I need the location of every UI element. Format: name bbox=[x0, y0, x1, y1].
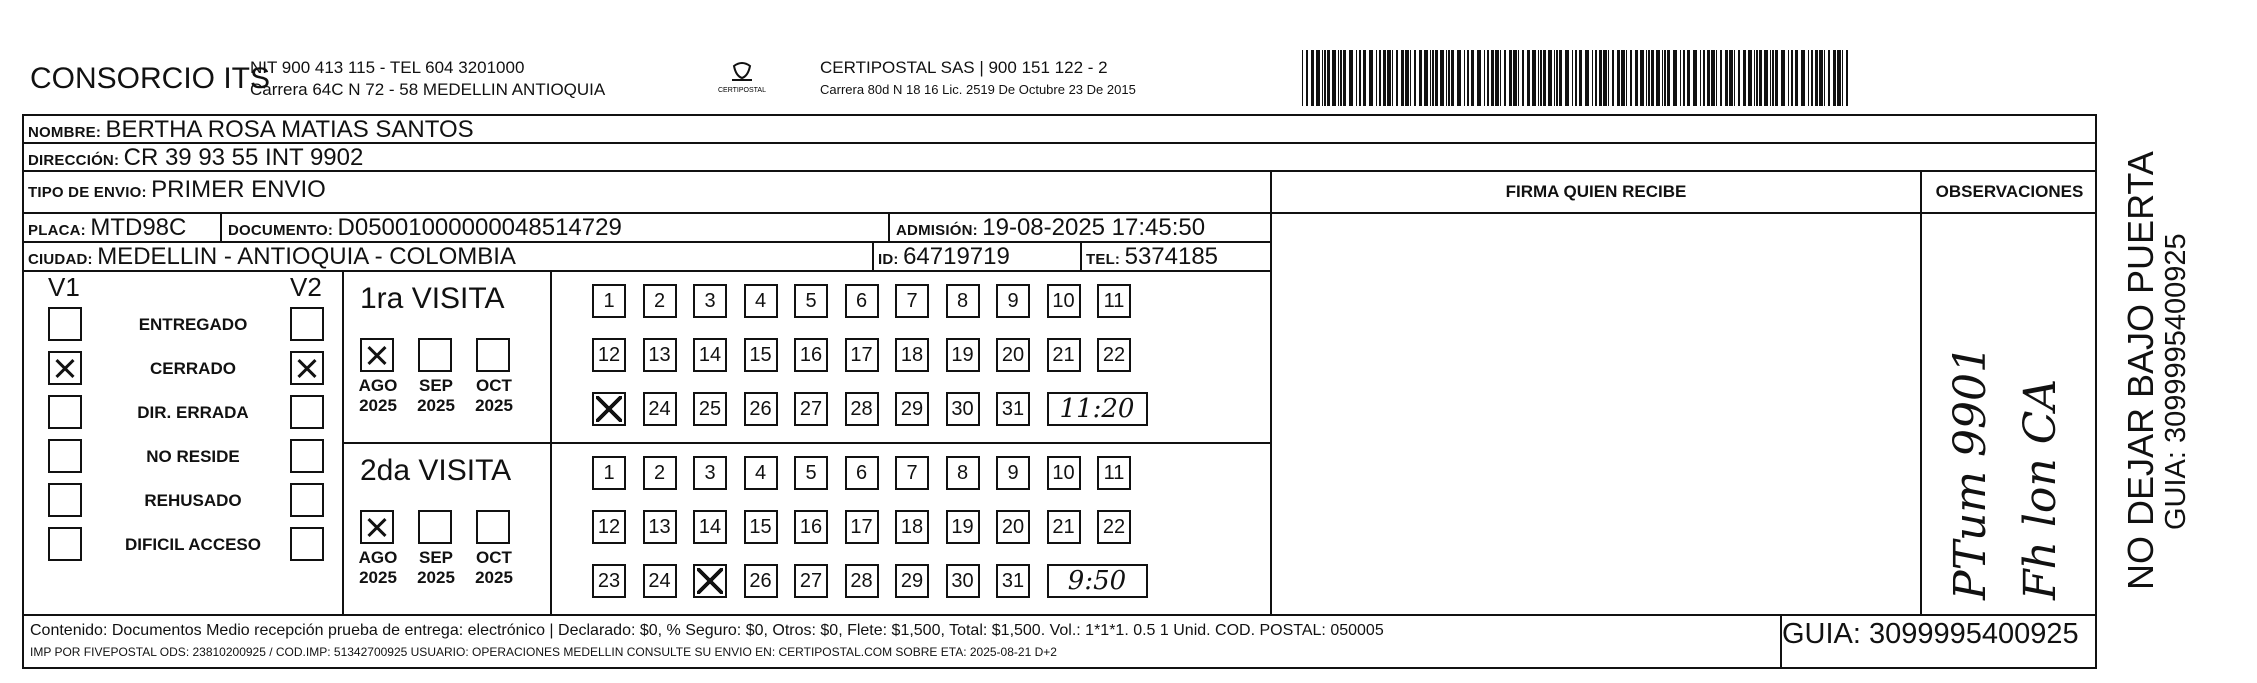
day-box[interactable]: 17 bbox=[845, 510, 879, 544]
day-box[interactable]: 27 bbox=[794, 392, 828, 426]
year-label: 2025 bbox=[417, 396, 455, 415]
day-box[interactable]: 26 bbox=[744, 564, 778, 598]
id-value: 64719719 bbox=[903, 243, 1010, 270]
day-box[interactable]: 24 bbox=[643, 564, 677, 598]
day-box[interactable]: 15 bbox=[744, 338, 778, 372]
day-box[interactable]: 6 bbox=[845, 284, 879, 318]
status-v2-checkbox[interactable] bbox=[290, 483, 324, 517]
tel-value: 5374185 bbox=[1124, 243, 1219, 270]
admision-cell bbox=[896, 214, 1205, 242]
status-v2-checkbox[interactable] bbox=[290, 307, 324, 341]
day-box[interactable]: 21 bbox=[1047, 338, 1081, 372]
day-box[interactable]: 20 bbox=[996, 338, 1030, 372]
day-box[interactable]: 10 bbox=[1047, 284, 1081, 318]
barcode bbox=[1302, 50, 1852, 106]
day-box[interactable]: 28 bbox=[845, 564, 879, 598]
tipo-row bbox=[28, 176, 326, 204]
admision-label: ADMISIÓN: bbox=[896, 222, 978, 239]
month-checkbox[interactable] bbox=[418, 338, 452, 372]
observaciones-header: OBSERVACIONES bbox=[1935, 182, 2084, 201]
day-box[interactable]: 20 bbox=[996, 510, 1030, 544]
tipo-label: TIPO DE ENVIO: bbox=[28, 184, 147, 201]
status-v1-checkbox[interactable] bbox=[48, 351, 82, 385]
status-v1-checkbox[interactable] bbox=[48, 439, 82, 473]
nombre-value: BERTHA ROSA MATIAS SANTOS bbox=[105, 116, 474, 143]
company-nit: NIT 900 413 115 - TEL 604 3201000 bbox=[250, 58, 525, 77]
day-box[interactable]: 8 bbox=[946, 456, 980, 490]
day-box[interactable]: 19 bbox=[946, 338, 980, 372]
day-box[interactable]: 4 bbox=[744, 284, 778, 318]
day-box[interactable]: 28 bbox=[845, 392, 879, 426]
day-box[interactable]: 9 bbox=[996, 284, 1030, 318]
documento-label: DOCUMENTO: bbox=[228, 222, 334, 239]
admision-value: 19-08-2025 17:45:50 bbox=[982, 214, 1206, 241]
month-label: OCT bbox=[476, 548, 512, 567]
day-box[interactable]: 2 bbox=[643, 284, 677, 318]
day-box[interactable]: 9 bbox=[996, 456, 1030, 490]
day-box[interactable]: 26 bbox=[744, 392, 778, 426]
day-box[interactable]: 1 bbox=[592, 284, 626, 318]
day-box[interactable]: 27 bbox=[794, 564, 828, 598]
status-label: DIR. ERRADA bbox=[137, 403, 249, 422]
day-box[interactable]: 3 bbox=[693, 456, 727, 490]
visit-time[interactable]: 11:20 bbox=[1047, 392, 1148, 426]
id-label: ID: bbox=[878, 251, 899, 268]
month-checkbox[interactable] bbox=[360, 510, 394, 544]
company-address: Carrera 64C N 72 - 58 MEDELLIN ANTIOQUIA bbox=[250, 80, 606, 99]
day-box[interactable]: 7 bbox=[895, 456, 929, 490]
direccion-row bbox=[28, 144, 363, 172]
day-box[interactable]: 2 bbox=[643, 456, 677, 490]
day-box[interactable]: 25 bbox=[693, 392, 727, 426]
day-box[interactable]: 19 bbox=[946, 510, 980, 544]
day-box[interactable]: 13 bbox=[643, 338, 677, 372]
month-label: SEP bbox=[418, 548, 454, 567]
handwritten-note-2: Fh lon CA bbox=[2015, 378, 2066, 600]
day-box[interactable]: 31 bbox=[996, 392, 1030, 426]
visit-title: 1ra VISITA bbox=[360, 282, 505, 315]
placa-cell bbox=[28, 214, 186, 242]
month-label: AGO bbox=[358, 376, 398, 395]
courier-name: CERTIPOSTAL SAS | 900 151 122 - 2 bbox=[820, 58, 1108, 77]
visit-title: 2da VISITA bbox=[360, 454, 512, 487]
status-v2-checkbox[interactable] bbox=[290, 395, 324, 429]
v2-header: V2 bbox=[290, 272, 322, 302]
documento-value: D05001000000048514729 bbox=[337, 214, 622, 241]
status-label: REHUSADO bbox=[144, 491, 242, 510]
day-box[interactable]: 12 bbox=[592, 510, 626, 544]
day-box[interactable]: 29 bbox=[895, 564, 929, 598]
day-box[interactable]: 5 bbox=[794, 456, 828, 490]
day-box[interactable]: 30 bbox=[946, 564, 980, 598]
day-box[interactable]: 21 bbox=[1047, 510, 1081, 544]
tel-cell bbox=[1086, 243, 1218, 271]
side-warning: NO DEJAR BAJO PUERTA bbox=[2120, 151, 2161, 590]
day-box[interactable]: 16 bbox=[794, 338, 828, 372]
day-box[interactable]: 1 bbox=[592, 456, 626, 490]
ciudad-cell bbox=[28, 243, 516, 271]
status-label: DIFICIL ACCESO bbox=[124, 535, 261, 554]
year-label: 2025 bbox=[475, 396, 513, 415]
ciudad-value: MEDELLIN - ANTIOQUIA - COLOMBIA bbox=[97, 243, 516, 270]
status-v2-checkbox[interactable] bbox=[290, 439, 324, 473]
day-box[interactable] bbox=[693, 564, 727, 598]
day-box[interactable]: 3 bbox=[693, 284, 727, 318]
status-v1-checkbox[interactable] bbox=[48, 395, 82, 429]
status-label: NO RESIDE bbox=[146, 447, 240, 466]
month-checkbox[interactable] bbox=[360, 338, 394, 372]
placa-label: PLACA: bbox=[28, 222, 86, 239]
id-cell bbox=[878, 243, 1010, 271]
day-box[interactable]: 30 bbox=[946, 392, 980, 426]
v1-header: V1 bbox=[48, 272, 80, 302]
day-box[interactable]: 11 bbox=[1097, 456, 1131, 490]
ciudad-label: CIUDAD: bbox=[28, 251, 93, 268]
day-box[interactable]: 22 bbox=[1097, 338, 1131, 372]
direccion-value: CR 39 93 55 INT 9902 bbox=[123, 144, 364, 171]
month-label: AGO bbox=[358, 548, 398, 567]
guia-number: GUIA: 3099995400925 bbox=[1782, 618, 2079, 650]
visit-time[interactable]: 9:50 bbox=[1047, 564, 1148, 598]
status-v1-checkbox[interactable] bbox=[48, 527, 82, 561]
year-label: 2025 bbox=[359, 568, 397, 587]
documento-cell bbox=[228, 214, 622, 242]
year-label: 2025 bbox=[475, 568, 513, 587]
day-box[interactable]: 8 bbox=[946, 284, 980, 318]
tel-label: TEL: bbox=[1086, 251, 1121, 268]
day-box[interactable]: 5 bbox=[794, 284, 828, 318]
placa-value: MTD98C bbox=[90, 214, 187, 241]
day-box[interactable]: 15 bbox=[744, 510, 778, 544]
footer-print-info: IMP POR FIVEPOSTAL ODS: 23810200925 / COD.IMP: 51342700925 USUARIO: OPERACIONES MEDELLIN CONSULTE SU ENVIO EN: CERTIPOSTAL.COM SOBRE ETA: 2025-08-21 D+2 bbox=[30, 645, 1057, 659]
day-box[interactable]: 11 bbox=[1097, 284, 1131, 318]
footer-content: Contenido: Documentos Medio recepción prueba de entrega: electrónico | Declarado: $0, % Seguro: $0, Otros: $0, Flete: $1,500, Total: $1,500. Vol.: 1*1*1. 0.5 1 Unid. COD. POSTAL: 050005 bbox=[30, 622, 1384, 639]
year-label: 2025 bbox=[359, 396, 397, 415]
day-box[interactable]: 14 bbox=[693, 338, 727, 372]
tipo-value: PRIMER ENVIO bbox=[151, 176, 326, 203]
day-box[interactable]: 13 bbox=[643, 510, 677, 544]
day-box[interactable]: 18 bbox=[895, 510, 929, 544]
month-checkbox[interactable] bbox=[476, 510, 510, 544]
nombre-row bbox=[28, 116, 474, 144]
day-box[interactable]: 4 bbox=[744, 456, 778, 490]
day-box[interactable]: 10 bbox=[1047, 456, 1081, 490]
day-box[interactable] bbox=[592, 392, 626, 426]
status-v1-checkbox[interactable] bbox=[48, 307, 82, 341]
day-box[interactable]: 12 bbox=[592, 338, 626, 372]
nombre-label: NOMBRE: bbox=[28, 124, 102, 141]
day-box[interactable]: 29 bbox=[895, 392, 929, 426]
day-box[interactable]: 31 bbox=[996, 564, 1030, 598]
month-label: SEP bbox=[418, 376, 454, 395]
handwritten-note-1: PTum 9901 bbox=[1945, 345, 1996, 600]
status-v1-checkbox[interactable] bbox=[48, 483, 82, 517]
day-box[interactable]: 14 bbox=[693, 510, 727, 544]
courier-address: Carrera 80d N 18 16 Lic. 2519 De Octubre 23 De 2015 bbox=[820, 82, 1136, 97]
direccion-label: DIRECCIÓN: bbox=[28, 152, 120, 169]
day-box[interactable]: 17 bbox=[845, 338, 879, 372]
day-box[interactable]: 7 bbox=[895, 284, 929, 318]
day-box[interactable]: 24 bbox=[643, 392, 677, 426]
status-label: CERRADO bbox=[150, 359, 236, 378]
day-box[interactable]: 23 bbox=[592, 564, 626, 598]
status-v2-checkbox[interactable] bbox=[290, 527, 324, 561]
status-v2-checkbox[interactable] bbox=[290, 351, 324, 385]
side-guia: GUIA: 3099995400925 bbox=[2160, 233, 2192, 530]
company-name: CONSORCIO ITS bbox=[30, 62, 271, 95]
day-box[interactable]: 22 bbox=[1097, 510, 1131, 544]
year-label: 2025 bbox=[417, 568, 455, 587]
month-label: OCT bbox=[476, 376, 512, 395]
logo-text: CERTIPOSTAL bbox=[718, 87, 766, 94]
day-box[interactable]: 6 bbox=[845, 456, 879, 490]
status-label: ENTREGADO bbox=[138, 315, 248, 334]
day-box[interactable]: 16 bbox=[794, 510, 828, 544]
month-checkbox[interactable] bbox=[418, 510, 452, 544]
month-checkbox[interactable] bbox=[476, 338, 510, 372]
day-box[interactable]: 18 bbox=[895, 338, 929, 372]
firma-header: FIRMA QUIEN RECIBE bbox=[1505, 182, 1687, 201]
certipostal-logo bbox=[712, 58, 772, 104]
